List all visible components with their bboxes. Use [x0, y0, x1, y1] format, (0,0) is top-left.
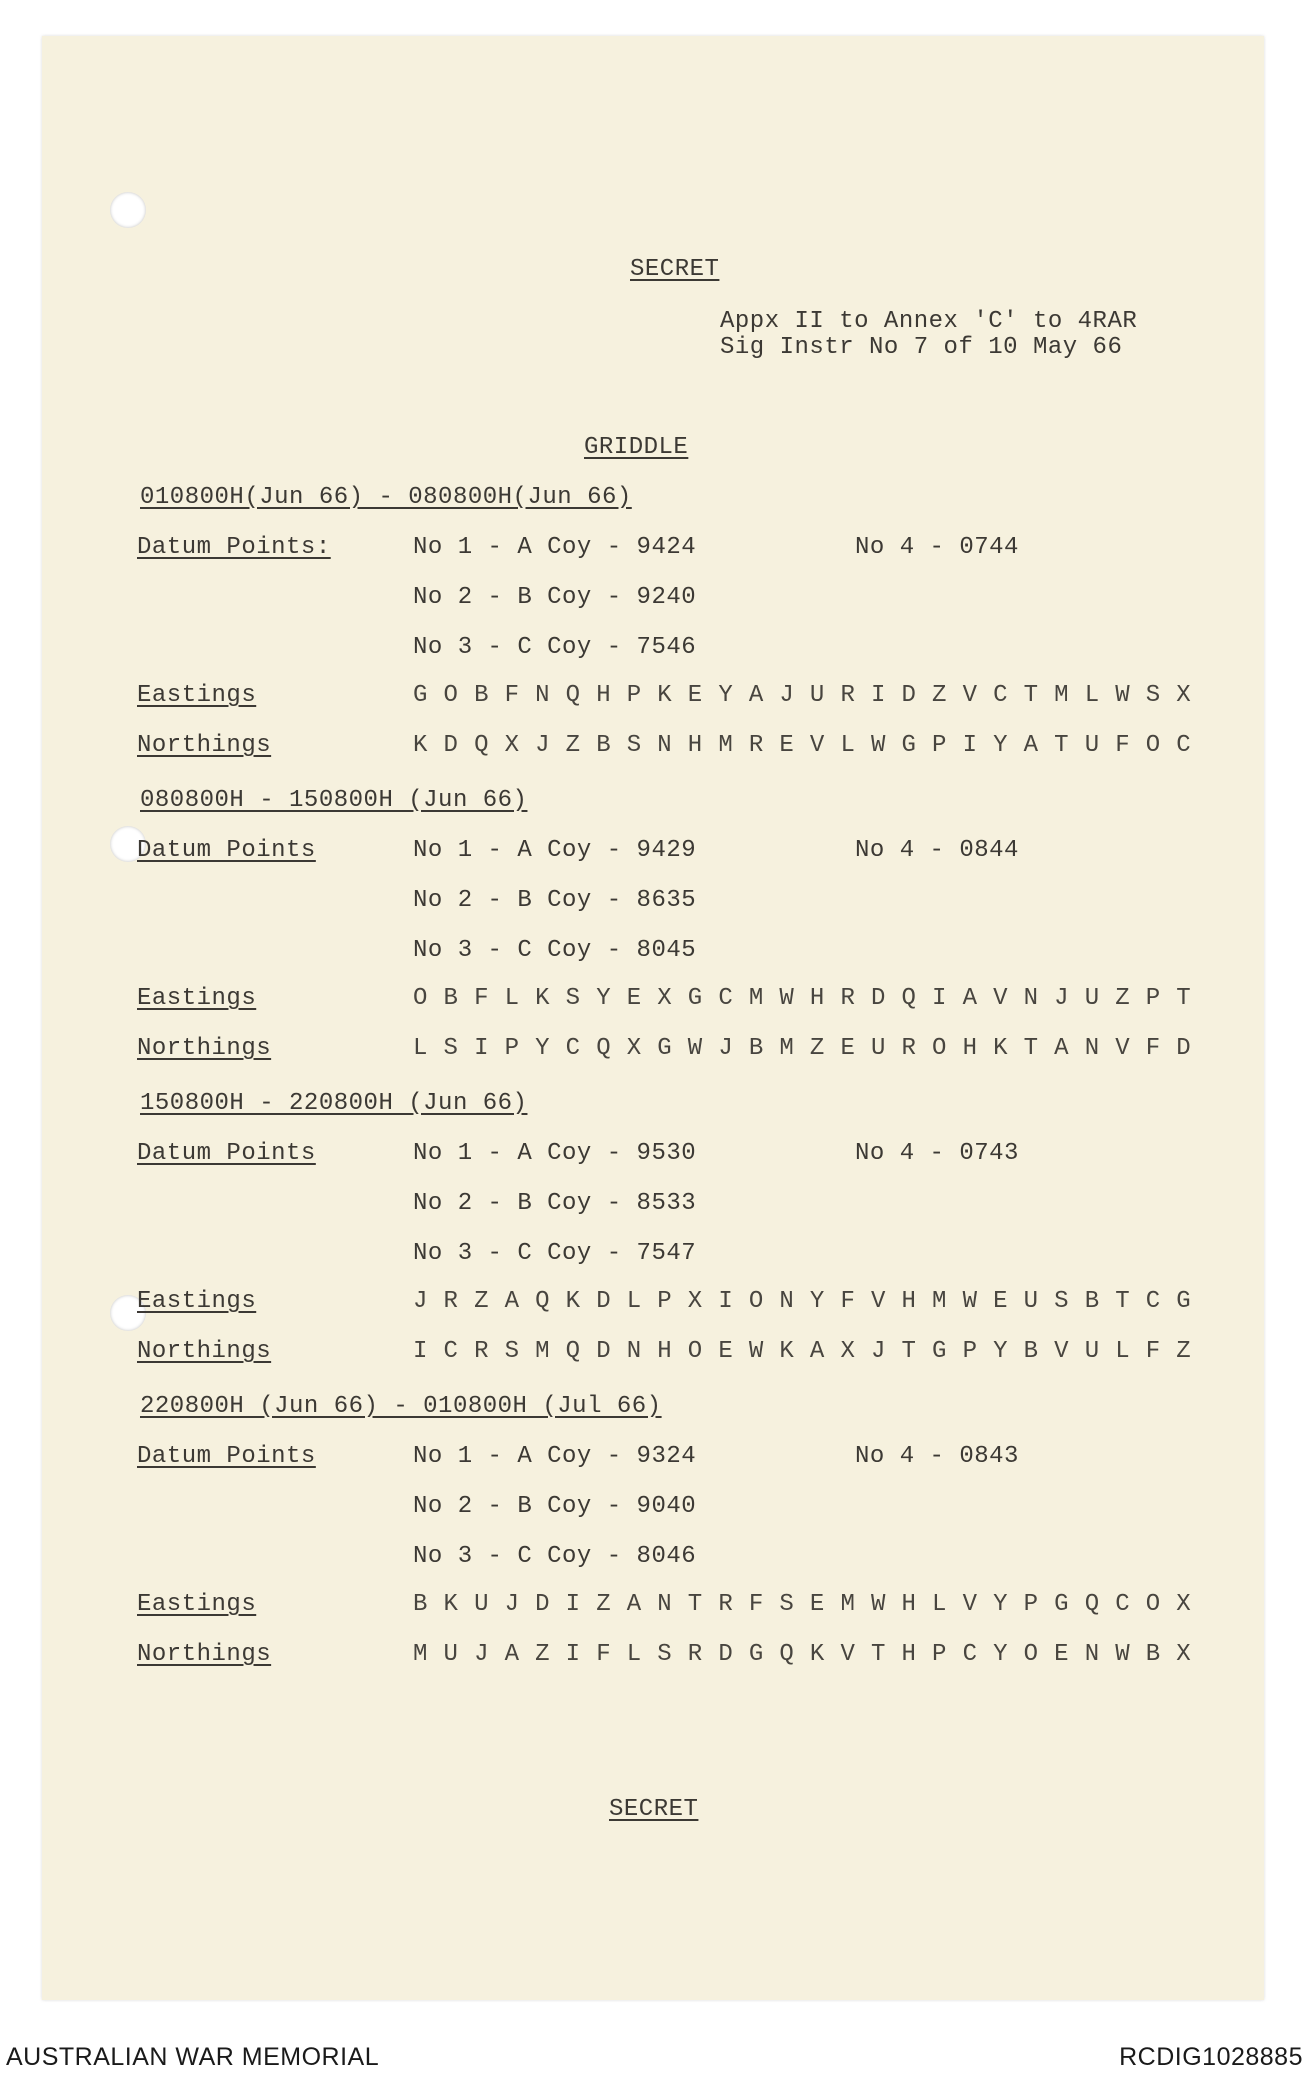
northing-letter: Q — [565, 1338, 581, 1365]
northing-letter: E — [718, 1338, 733, 1365]
northing-letter: E — [840, 1035, 855, 1062]
northing-letter: T — [901, 1338, 916, 1365]
northing-letter: B — [1023, 1338, 1039, 1365]
easting-letter: F — [474, 985, 489, 1012]
easting-letter: Z — [596, 1591, 611, 1618]
northing-letter: V — [1054, 1338, 1069, 1365]
eastings-row — [413, 682, 1191, 709]
northing-letter: P — [932, 1641, 947, 1668]
easting-letter: J — [1054, 985, 1069, 1012]
northing-letter: Z — [535, 1641, 550, 1668]
easting-letter: D — [596, 1288, 611, 1315]
northing-letter: B — [748, 1035, 764, 1062]
northing-letter: L — [626, 1641, 642, 1668]
northing-letter: G — [901, 732, 916, 759]
datum-point-4: No 4 - 0843 — [855, 1443, 1019, 1470]
datum-point-1: No 1 - A Coy - 9530 — [413, 1140, 697, 1167]
easting-letter: H — [809, 985, 825, 1012]
reference-line-2: Sig Instr No 7 of 10 May 66 — [720, 334, 1123, 361]
easting-letter: Z — [932, 682, 947, 709]
northing-letter: N — [1084, 1035, 1100, 1062]
easting-letter: Q — [565, 682, 581, 709]
northing-letter: X — [626, 1035, 642, 1062]
easting-letter: D — [870, 985, 886, 1012]
northing-letter: D — [596, 1338, 611, 1365]
eastings-label: Eastings — [137, 1288, 257, 1315]
easting-letter: R — [443, 1288, 458, 1315]
northing-letter: D — [443, 732, 458, 759]
northing-letter: N — [626, 1338, 642, 1365]
easting-letter: X — [657, 985, 672, 1012]
easting-letter: C — [1115, 1591, 1130, 1618]
easting-letter: S — [779, 1591, 794, 1618]
northing-letter: R — [748, 732, 764, 759]
easting-letter: F — [504, 682, 519, 709]
easting-letter: B — [1084, 1288, 1100, 1315]
northing-letter: G — [657, 1035, 672, 1062]
northing-letter: I — [413, 1338, 428, 1365]
easting-letter: C — [993, 682, 1008, 709]
easting-letter: I — [870, 682, 886, 709]
classification-top: SECRET — [630, 256, 720, 283]
easting-letter: C — [718, 985, 733, 1012]
easting-letter: K — [443, 1591, 458, 1618]
northing-letter: N — [657, 732, 672, 759]
northing-letter: D — [718, 1641, 733, 1668]
easting-letter: F — [840, 1288, 855, 1315]
easting-letter: U — [1023, 1288, 1039, 1315]
northing-letter: C — [962, 1641, 977, 1668]
eastings-row — [413, 1591, 1191, 1618]
easting-letter: K — [535, 985, 550, 1012]
northing-letter: H — [962, 1035, 977, 1062]
northing-letter: V — [1115, 1035, 1130, 1062]
northings-row — [413, 1338, 1191, 1365]
northing-letter: A — [1023, 732, 1039, 759]
footer-source: AUSTRALIAN WAR MEMORIAL — [6, 2043, 380, 2071]
easting-letter: A — [504, 1288, 519, 1315]
northing-letter: S — [443, 1035, 458, 1062]
easting-letter: W — [1115, 682, 1130, 709]
easting-letter: J — [504, 1591, 519, 1618]
easting-letter: A — [962, 985, 977, 1012]
northing-letter: M — [535, 1338, 550, 1365]
northings-row — [413, 732, 1191, 759]
punch-hole — [110, 192, 146, 228]
easting-letter: P — [657, 1288, 672, 1315]
northing-letter: C — [565, 1035, 581, 1062]
easting-letter: B — [443, 985, 458, 1012]
northing-letter: O — [1145, 732, 1161, 759]
northing-letter: U — [443, 1641, 458, 1668]
northing-letter: R — [474, 1338, 489, 1365]
datum-point-2: No 2 - B Coy - 9040 — [413, 1493, 697, 1520]
northing-letter: F — [1115, 732, 1130, 759]
document-title: GRIDDLE — [584, 434, 689, 461]
easting-letter: P — [1145, 985, 1161, 1012]
northing-letter: A — [809, 1338, 825, 1365]
easting-letter: Y — [596, 985, 611, 1012]
easting-letter: L — [504, 985, 519, 1012]
northing-letter: N — [1084, 1641, 1100, 1668]
northing-letter: R — [901, 1035, 916, 1062]
easting-letter: V — [962, 1591, 977, 1618]
northing-letter: V — [840, 1641, 855, 1668]
datum-point-3: No 3 - C Coy - 7547 — [413, 1240, 697, 1267]
easting-letter: U — [809, 682, 825, 709]
northing-letter: U — [1084, 1338, 1100, 1365]
easting-letter: S — [1145, 682, 1161, 709]
northing-letter: T — [870, 1641, 886, 1668]
easting-letter: E — [687, 682, 703, 709]
northing-letter: L — [840, 732, 855, 759]
northing-letter: R — [687, 1641, 703, 1668]
northing-letter: G — [748, 1641, 764, 1668]
footer-id: RCDIG1028885 — [1119, 2043, 1303, 2071]
northing-letter: M — [779, 1035, 794, 1062]
northing-letter: O — [932, 1035, 947, 1062]
easting-letter: S — [565, 985, 581, 1012]
datum-point-2: No 2 - B Coy - 8635 — [413, 887, 697, 914]
period-heading: 220800H (Jun 66) - 010800H (Jul 66) — [140, 1393, 662, 1420]
easting-letter: B — [413, 1591, 428, 1618]
reference-line-1: Appx II to Annex 'C' to 4RAR — [720, 308, 1138, 335]
northing-letter: K — [993, 1035, 1008, 1062]
easting-letter: L — [626, 1288, 642, 1315]
easting-letter: G — [413, 682, 428, 709]
easting-letter: I — [932, 985, 947, 1012]
northing-letter: B — [1145, 1641, 1161, 1668]
northing-letter: F — [1145, 1338, 1161, 1365]
easting-letter: A — [748, 682, 764, 709]
period-heading: 080800H - 150800H (Jun 66) — [140, 787, 528, 814]
period-heading: 150800H - 220800H (Jun 66) — [140, 1090, 528, 1117]
easting-letter: L — [1084, 682, 1100, 709]
easting-letter: H — [596, 682, 611, 709]
easting-letter: Q — [901, 985, 916, 1012]
northing-letter: E — [779, 732, 794, 759]
easting-letter: E — [626, 985, 642, 1012]
easting-letter: N — [657, 1591, 672, 1618]
easting-letter: X — [687, 1288, 703, 1315]
northing-letter: J — [474, 1641, 489, 1668]
northing-letter: M — [413, 1641, 428, 1668]
datum-point-3: No 3 - C Coy - 8045 — [413, 937, 697, 964]
easting-letter: Z — [474, 1288, 489, 1315]
northing-letter: C — [443, 1338, 458, 1365]
northing-letter: F — [596, 1641, 611, 1668]
easting-letter: D — [535, 1591, 550, 1618]
northing-letter: F — [1145, 1035, 1161, 1062]
northing-letter: T — [1054, 732, 1069, 759]
northing-letter: H — [657, 1338, 672, 1365]
northing-letter: I — [474, 1035, 489, 1062]
easting-letter: T — [1176, 985, 1191, 1012]
easting-letter: G — [687, 985, 703, 1012]
datum-points-label: Datum Points: — [137, 534, 331, 561]
easting-letter: M — [932, 1288, 947, 1315]
easting-letter: W — [962, 1288, 977, 1315]
datum-point-1: No 1 - A Coy - 9429 — [413, 837, 697, 864]
northing-letter: Y — [993, 732, 1008, 759]
datum-points-label: Datum Points — [137, 1443, 316, 1470]
easting-letter: Z — [1115, 985, 1130, 1012]
easting-letter: M — [1054, 682, 1069, 709]
northing-letter: S — [504, 1338, 519, 1365]
easting-letter: H — [901, 1591, 916, 1618]
northing-letter: A — [504, 1641, 519, 1668]
northing-letter: X — [504, 732, 519, 759]
northing-letter: S — [657, 1641, 672, 1668]
datum-point-3: No 3 - C Coy - 8046 — [413, 1543, 697, 1570]
datum-point-4: No 4 - 0844 — [855, 837, 1019, 864]
easting-letter: T — [1023, 682, 1039, 709]
northing-letter: K — [779, 1338, 794, 1365]
easting-letter: B — [474, 682, 489, 709]
easting-letter: C — [1145, 1288, 1161, 1315]
easting-letter: J — [413, 1288, 428, 1315]
northings-label: Northings — [137, 1338, 272, 1365]
northings-row — [413, 1035, 1191, 1062]
northing-letter: G — [932, 1338, 947, 1365]
easting-letter: R — [840, 682, 855, 709]
northings-label: Northings — [137, 1641, 272, 1668]
northings-row — [413, 1641, 1191, 1668]
easting-letter: P — [626, 682, 642, 709]
easting-letter: F — [748, 1591, 764, 1618]
datum-point-3: No 3 - C Coy - 7546 — [413, 634, 697, 661]
easting-letter: O — [413, 985, 428, 1012]
northing-letter: L — [413, 1035, 428, 1062]
northing-letter: E — [1054, 1641, 1069, 1668]
northing-letter: Y — [993, 1641, 1008, 1668]
easting-letter: L — [932, 1591, 947, 1618]
northing-letter: P — [962, 1338, 977, 1365]
northing-letter: C — [1176, 732, 1191, 759]
easting-letter: U — [474, 1591, 489, 1618]
northing-letter: Z — [565, 732, 581, 759]
datum-point-4: No 4 - 0744 — [855, 534, 1019, 561]
northing-letter: X — [840, 1338, 855, 1365]
northing-letter: H — [687, 732, 703, 759]
northing-letter: Y — [993, 1338, 1008, 1365]
easting-letter: Y — [718, 682, 733, 709]
easting-letter: H — [901, 1288, 916, 1315]
northing-letter: J — [535, 732, 550, 759]
easting-letter: G — [1054, 1591, 1069, 1618]
easting-letter: X — [1176, 682, 1191, 709]
easting-letter: N — [535, 682, 550, 709]
northing-letter: O — [687, 1338, 703, 1365]
northing-letter: T — [1023, 1035, 1039, 1062]
datum-point-1: No 1 - A Coy - 9424 — [413, 534, 697, 561]
northing-letter: W — [748, 1338, 764, 1365]
easting-letter: Y — [993, 1591, 1008, 1618]
easting-letter: Q — [1084, 1591, 1100, 1618]
easting-letter: M — [748, 985, 764, 1012]
easting-letter: E — [993, 1288, 1008, 1315]
northing-letter: P — [932, 732, 947, 759]
easting-letter: I — [565, 1591, 581, 1618]
northings-label: Northings — [137, 1035, 272, 1062]
easting-letter: K — [565, 1288, 581, 1315]
northing-letter: M — [718, 732, 733, 759]
easting-letter: A — [626, 1591, 642, 1618]
northing-letter: K — [809, 1641, 825, 1668]
northing-letter: O — [1023, 1641, 1039, 1668]
easting-letter: K — [657, 682, 672, 709]
easting-letter: U — [1084, 985, 1100, 1012]
northing-letter: I — [962, 732, 977, 759]
northing-letter: Z — [1176, 1338, 1191, 1365]
northing-letter: H — [901, 1641, 916, 1668]
datum-points-label: Datum Points — [137, 1140, 316, 1167]
northing-letter: Q — [596, 1035, 611, 1062]
easting-letter: N — [779, 1288, 794, 1315]
northing-letter: S — [626, 732, 642, 759]
northing-letter: P — [504, 1035, 519, 1062]
datum-point-2: No 2 - B Coy - 9240 — [413, 584, 697, 611]
northing-letter: L — [1115, 1338, 1130, 1365]
northing-letter: J — [870, 1338, 886, 1365]
period-heading: 010800H(Jun 66) - 080800H(Jun 66) — [140, 484, 632, 511]
northing-letter: W — [1115, 1641, 1130, 1668]
easting-letter: N — [1023, 985, 1039, 1012]
northings-label: Northings — [137, 732, 272, 759]
easting-letter: O — [748, 1288, 764, 1315]
northing-letter: Y — [535, 1035, 550, 1062]
easting-letter: X — [1176, 1591, 1191, 1618]
northing-letter: V — [809, 732, 825, 759]
easting-letter: V — [870, 1288, 886, 1315]
classification-bottom: SECRET — [609, 1796, 699, 1823]
easting-letter: R — [718, 1591, 733, 1618]
eastings-row — [413, 985, 1191, 1012]
eastings-label: Eastings — [137, 1591, 257, 1618]
northing-letter: Q — [474, 732, 489, 759]
datum-point-2: No 2 - B Coy - 8533 — [413, 1190, 697, 1217]
northing-letter: W — [870, 732, 886, 759]
easting-letter: T — [1115, 1288, 1130, 1315]
eastings-row — [413, 1288, 1191, 1315]
easting-letter: I — [718, 1288, 733, 1315]
northing-letter: U — [1084, 732, 1100, 759]
easting-letter: V — [993, 985, 1008, 1012]
easting-letter: W — [779, 985, 794, 1012]
eastings-label: Eastings — [137, 682, 257, 709]
datum-point-4: No 4 - 0743 — [855, 1140, 1019, 1167]
northing-letter: Z — [809, 1035, 825, 1062]
easting-letter: W — [870, 1591, 886, 1618]
northing-letter: U — [870, 1035, 886, 1062]
easting-letter: V — [962, 682, 977, 709]
easting-letter: Q — [535, 1288, 550, 1315]
easting-letter: S — [1054, 1288, 1069, 1315]
easting-letter: T — [687, 1591, 703, 1618]
easting-letter: R — [840, 985, 855, 1012]
northing-letter: X — [1176, 1641, 1191, 1668]
easting-letter: D — [901, 682, 916, 709]
northing-letter: A — [1054, 1035, 1069, 1062]
easting-letter: E — [809, 1591, 825, 1618]
northing-letter: W — [687, 1035, 703, 1062]
easting-letter: P — [1023, 1591, 1039, 1618]
easting-letter: J — [779, 682, 794, 709]
easting-letter: M — [840, 1591, 855, 1618]
northing-letter: J — [718, 1035, 733, 1062]
easting-letter: Y — [809, 1288, 825, 1315]
northing-letter: B — [596, 732, 611, 759]
northing-letter: Q — [779, 1641, 794, 1668]
northing-letter: D — [1176, 1035, 1191, 1062]
northing-letter: K — [413, 732, 428, 759]
easting-letter: O — [1145, 1591, 1161, 1618]
datum-point-1: No 1 - A Coy - 9324 — [413, 1443, 697, 1470]
easting-letter: G — [1176, 1288, 1191, 1315]
eastings-label: Eastings — [137, 985, 257, 1012]
datum-points-label: Datum Points — [137, 837, 316, 864]
northing-letter: I — [565, 1641, 581, 1668]
easting-letter: O — [443, 682, 458, 709]
